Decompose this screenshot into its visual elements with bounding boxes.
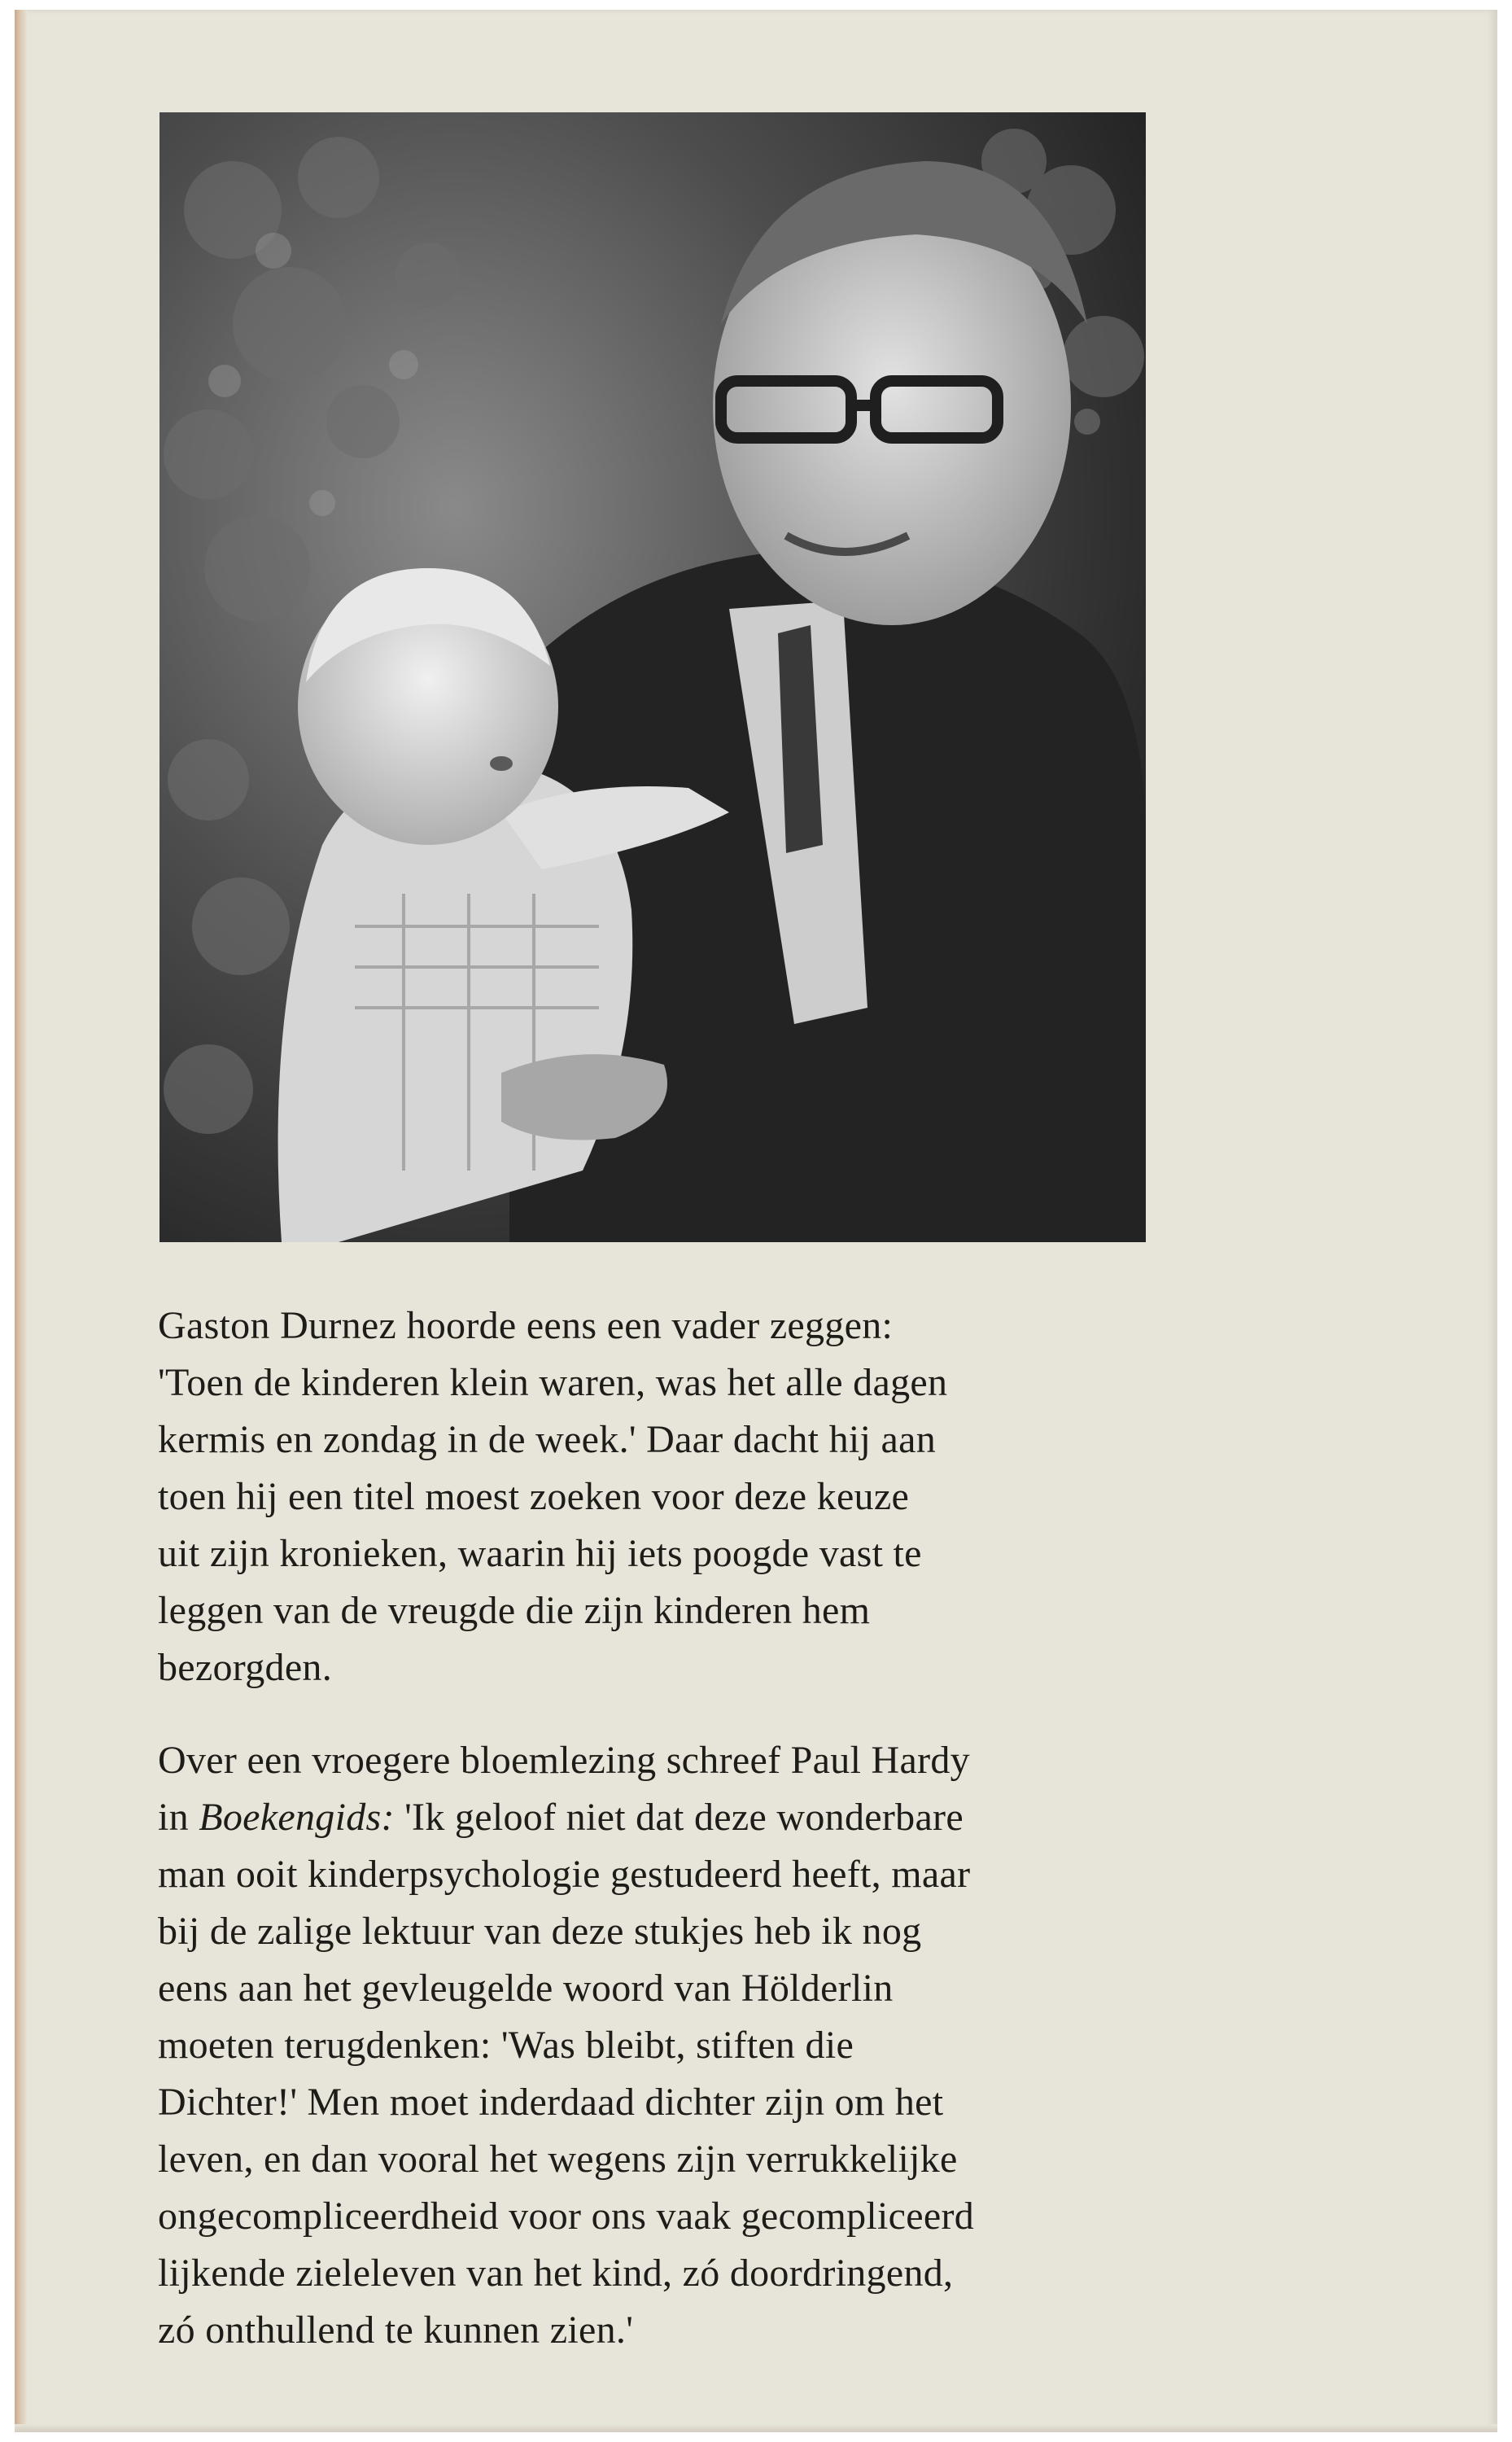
text-line: Dichter!' Men moet inderdaad dichter zijn om het: [158, 2081, 944, 2124]
text-line: Over een vroegere bloemlezing schreef Paul Hardy: [158, 1739, 970, 1782]
text-line: 'Toen de kinderen klein waren, was het alle dagen: [158, 1361, 948, 1404]
text-fragment: in: [158, 1796, 199, 1839]
book-back-cover: [15, 10, 1497, 2432]
text-line: lijkende zieleleven van het kind, zó doordringend,: [158, 2252, 954, 2295]
text-line: toen hij een titel moest zoeken voor deze keuze: [158, 1475, 910, 1518]
paragraph-1: [158, 1298, 1216, 1696]
text-line: moeten terugdenken: 'Was bleibt, stiften die: [158, 2024, 854, 2067]
text-line: uit zijn kronieken, waarin hij iets poogde vast te: [158, 1532, 922, 1575]
publication-title: Boekengids:: [199, 1796, 395, 1839]
photo-man-holding-baby-icon: [160, 112, 1146, 1242]
text-line-with-italic: [158, 1789, 1216, 1846]
bottom-edge: [15, 2424, 1497, 2432]
blurb-text: [158, 1298, 1216, 2359]
text-fragment: 'Ik geloof niet dat deze wonderbare: [394, 1796, 964, 1839]
text-line: bezorgden.: [158, 1646, 333, 1689]
text-line: kermis en zondag in de week.' Daar dacht hij aan: [158, 1418, 937, 1461]
paragraph-gap: [158, 1696, 1216, 1732]
author-photo: [160, 112, 1146, 1242]
text-line: Gaston Durnez hoorde eens een vader zeggen:: [158, 1304, 894, 1347]
text-line: ongecompliceerdheid voor ons vaak gecompliceerd: [158, 2195, 975, 2238]
text-line: zó onthullend te kunnen zien.': [158, 2309, 634, 2352]
text-line: bij de zalige lektuur van deze stukjes heb ik nog: [158, 1910, 922, 1953]
text-line: leggen van de vreugde die zijn kinderen hem: [158, 1589, 871, 1632]
spine-edge: [15, 10, 28, 2432]
paragraph-2: [158, 1732, 1216, 2359]
text-line: man ooit kinderpsychologie gestudeerd heeft, maar: [158, 1853, 971, 1896]
text-line: eens aan het gevleugelde woord van Hölderlin: [158, 1967, 894, 2010]
text-line: leven, en dan vooral het wegens zijn verrukkelijke: [158, 2138, 958, 2181]
